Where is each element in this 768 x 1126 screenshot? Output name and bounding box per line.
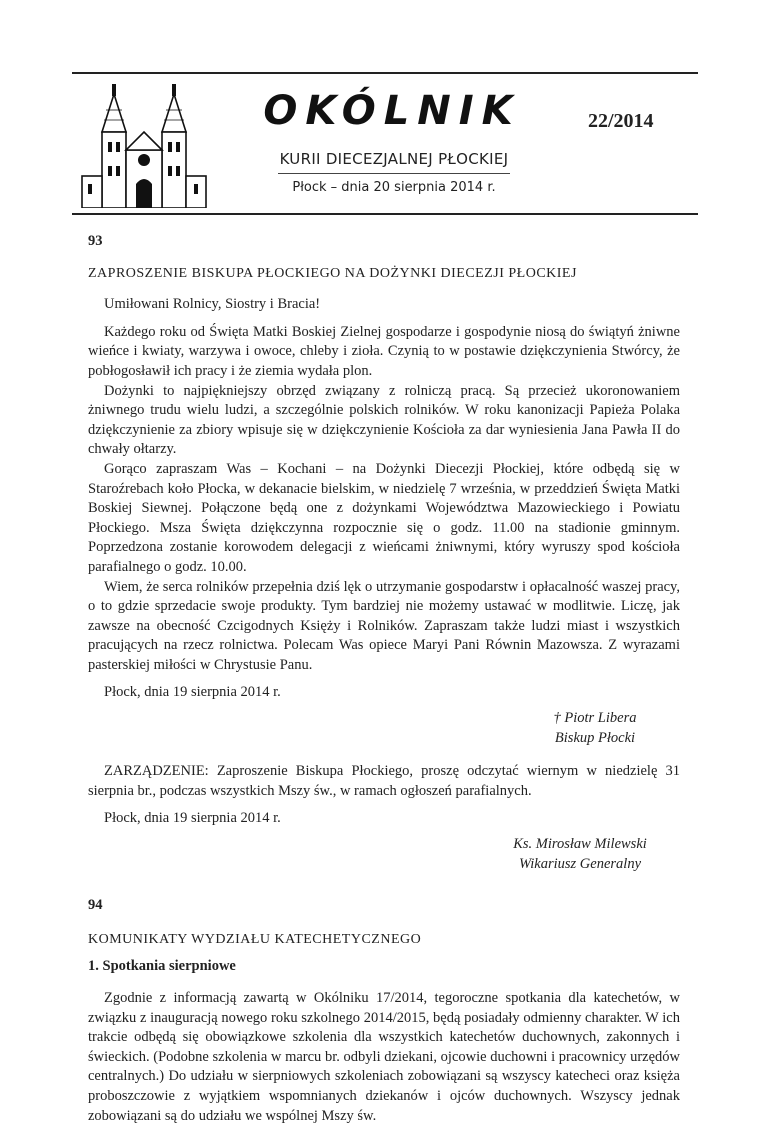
place-date: Płock, dnia 19 sierpnia 2014 r. [104,684,281,701]
signature-block [510,709,680,748]
section-number: 93 [88,233,103,249]
paragraph: Wiem, że serca rolników przepełnia dziś lęk o utrzymanie gospodarstw i opłacalność waszej pracy, o to gdzie sprzedacie swoje produkty. Tym bardziej nie możemy ustawać w modlitwie. Liczę, jak zawsze na obecność Czcigodnych Księży i Rolników. Zapraszam także ludzi miast i wszystkich pracujących na rzecz rolnictwa. Polecam Was opiece Maryi Pani Równin Mazowsza. Z wyrazami pasterskiej miłości w Chrystusie Panu. [88,578,680,673]
salutation: Umiłowani Rolnicy, Siostry i Bracia! [104,296,321,313]
paragraph: Gorąco zapraszam Was – Kochani – na Dożynki Diecezji Płockiej, które odbędą się w Staroźrebach koło Płocka, w dekanacie bielskim, w niedzielę 7 września, w przeddzień Święta Matki Boskiej Siewnej. Połączone będą one z dożynkami Województwa Mazowieckiego i Powiatu Płockiego. Msza Święta dziękczynna rozpocznie się o godz. 11.00 na stadionie gminnym. Poprzedzona zostanie korowodem delegacji z wieńcami żniwnymi, który wyruszy spod kościoła parafialnego o godz. 10.00. [88,460,680,575]
masthead-divider [278,173,510,174]
masthead-subtitle: KURII DIECEZJALNEJ PŁOCKIEJ [279,150,509,168]
church-illustration [78,80,210,208]
paragraph: Każdego roku od Święta Matki Boskiej Zielnej gospodarze i gospodynie niosą do świątyń żniwne wieńce i kwiaty, warzywa i owoce, chleby i zioła. Czynią to w postawie dziękczynienia Stwórcy, że pobłogosławił ich pracy i że ziemia wydała plon. [88,323,680,379]
signature-title: Wikariusz Generalny [518,855,642,872]
signature-block [480,835,680,874]
subsection-heading: 1. Spotkania sierpniowe [88,958,236,975]
masthead-bottom-rule [72,213,698,215]
document-body [88,232,680,1126]
section-heading: KOMUNIKATY WYDZIAŁU KATECHETYCZNEGO [88,931,422,947]
signature-name: Ks. Mirosław Milewski [513,836,647,853]
issue-number: 22/2014 [588,110,654,132]
masthead-title: OKÓLNIK [263,88,521,134]
paragraph: Dożynki to najpiękniejszy obrzęd związany z rolniczą pracą. Są przecież ukoronowaniem żniwnego trudu wielu ludzi, a szczególnie polskich rolników. W roku kanonizacji Papieża Polaka dziękczynienie za zbiory wpisuje się w dziękczynienie Kościoła za dar wyniesienia Jana Pawła II do chwały ołtarzy. [88,382,680,458]
section-heading: ZAPROSZENIE BISKUPA PŁOCKIEGO NA DOŻYNKI DIECEZJI PŁOCKIEJ [88,265,577,281]
paragraph: Zgodnie z informacją zawartą w Okólniku 17/2014, tegoroczne spotkania dla katechetów, w związku z inauguracją nowego roku szkolnego 2014/2015, będą posiadały odmienny charakter. W ich trakcie odbędą się obowiązkowe szkolenia dla wszystkich katechetów duchownych, zakonnych i świeckich. (Podobne szkolenia w marcu br. odbyli dziekani, ojcowie duchowni i pracownicy urzędów centralnych.) Do udziału w sierpniowych szkoleniach zobowiązani są wszyscy katecheci oraz księża proboszczowie z wyjątkiem wspomnianych dziekanów i ojców duchownych. Wszyscy jednak zobowiązani są do udziału we wspólnej Mszy św. [88,990,680,1124]
masthead-date: Płock – dnia 20 sierpnia 2014 r. [292,180,496,195]
masthead-top-rule [72,72,698,74]
section-number: 94 [88,897,103,914]
ordinance: ZARZĄDZENIE: Zaproszenie Biskupa Płockiego, proszę odczytać wiernym w niedzielę 31 sierpnia br., podczas wszystkich Mszy św., w ramach ogłoszeń parafialnych. [88,763,680,799]
place-date: Płock, dnia 19 sierpnia 2014 r. [104,810,281,827]
signature-title: Biskup Płocki [554,729,636,746]
signature-name: † Piotr Libera [553,710,637,727]
